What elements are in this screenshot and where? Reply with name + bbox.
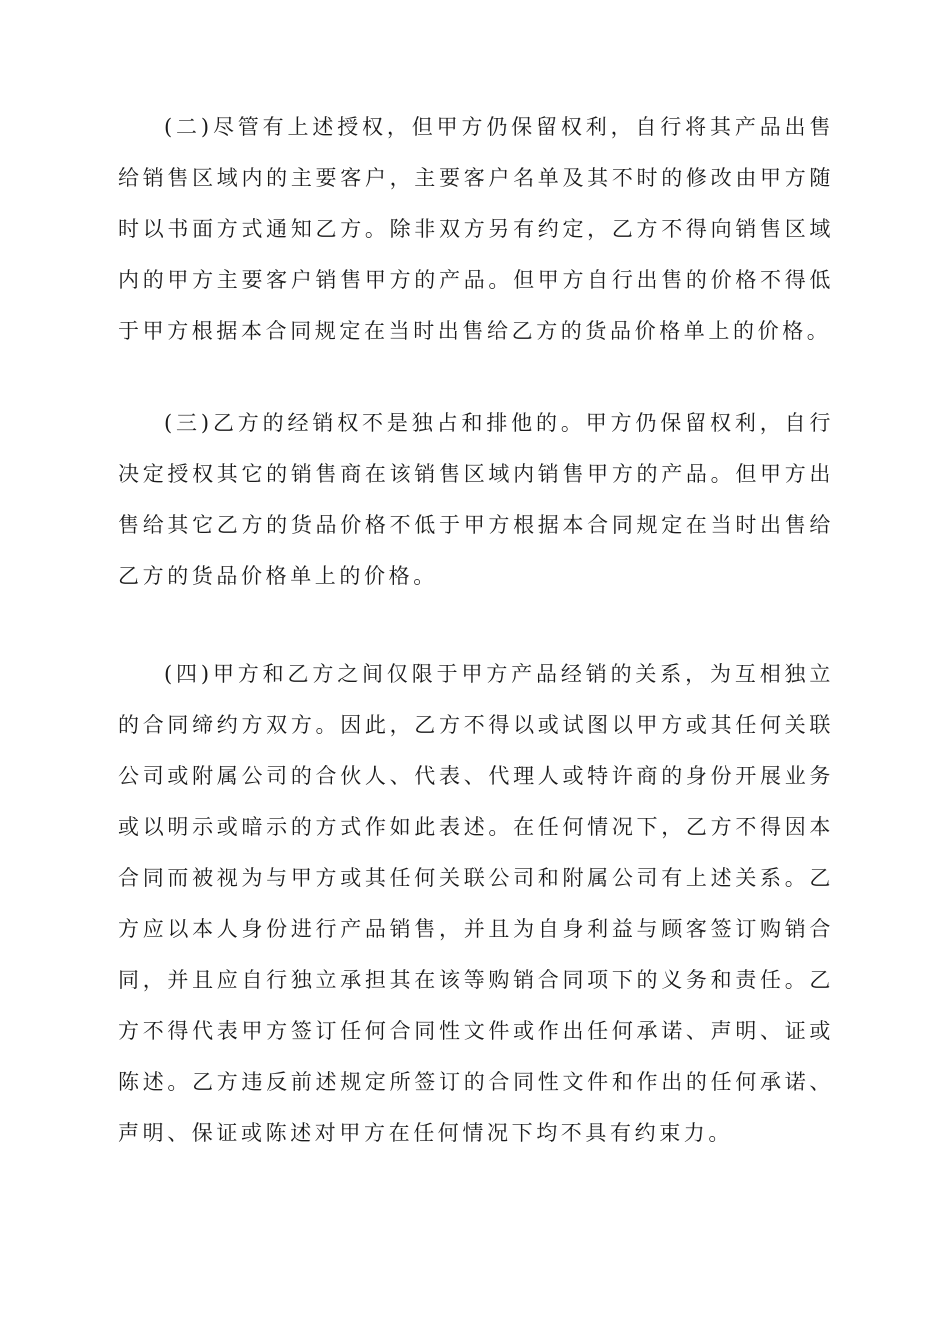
paragraph-clause-4: (四)甲方和乙方之间仅限于甲方产品经销的关系，为互相独立的合同缔约方双方。因此，乙方不得以或试图以甲方或其任何关联公司或附属公司的合伙人、代表、代理人或特许商的身份开展业务或以明示或暗示的方式作如此表述。在任何情况下，乙方不得因本合同而被视为与甲方或其任何关联公司和附属公司有上述关系。乙方应以本人身份进行产品销售，并且为自身利益与顾客签订购销合同，并且应自行独立承担其在该等购销合同项下的义务和责任。乙方不得代表甲方签订任何合同性文件或作出任何承诺、声明、证或陈述。乙方违反前述规定所签订的合同性文件和作出的任何承诺、声明、保证或陈述对甲方在任何情况下均不具有约束力。 (118, 662, 834, 1145)
paragraph-clause-3: (三)乙方的经销权不是独占和排他的。甲方仍保留权利，自行决定授权其它的销售商在该销售区域内销售甲方的产品。但甲方出售给其它乙方的货品价格不低于甲方根据本合同规定在当时出售给乙方的货品价格单上的价格。 (118, 411, 834, 588)
paragraph-clause-2: (二)尽管有上述授权，但甲方仍保留权利，自行将其产品出售给销售区域内的主要客户，主要客户名单及其不时的修改由甲方随时以书面方式通知乙方。除非双方另有约定，乙方不得向销售区域内的甲方主要客户销售甲方的产品。但甲方自行出售的价格不得低于甲方根据本合同规定在当时出售给乙方的货品价格单上的价格。 (118, 115, 834, 343)
